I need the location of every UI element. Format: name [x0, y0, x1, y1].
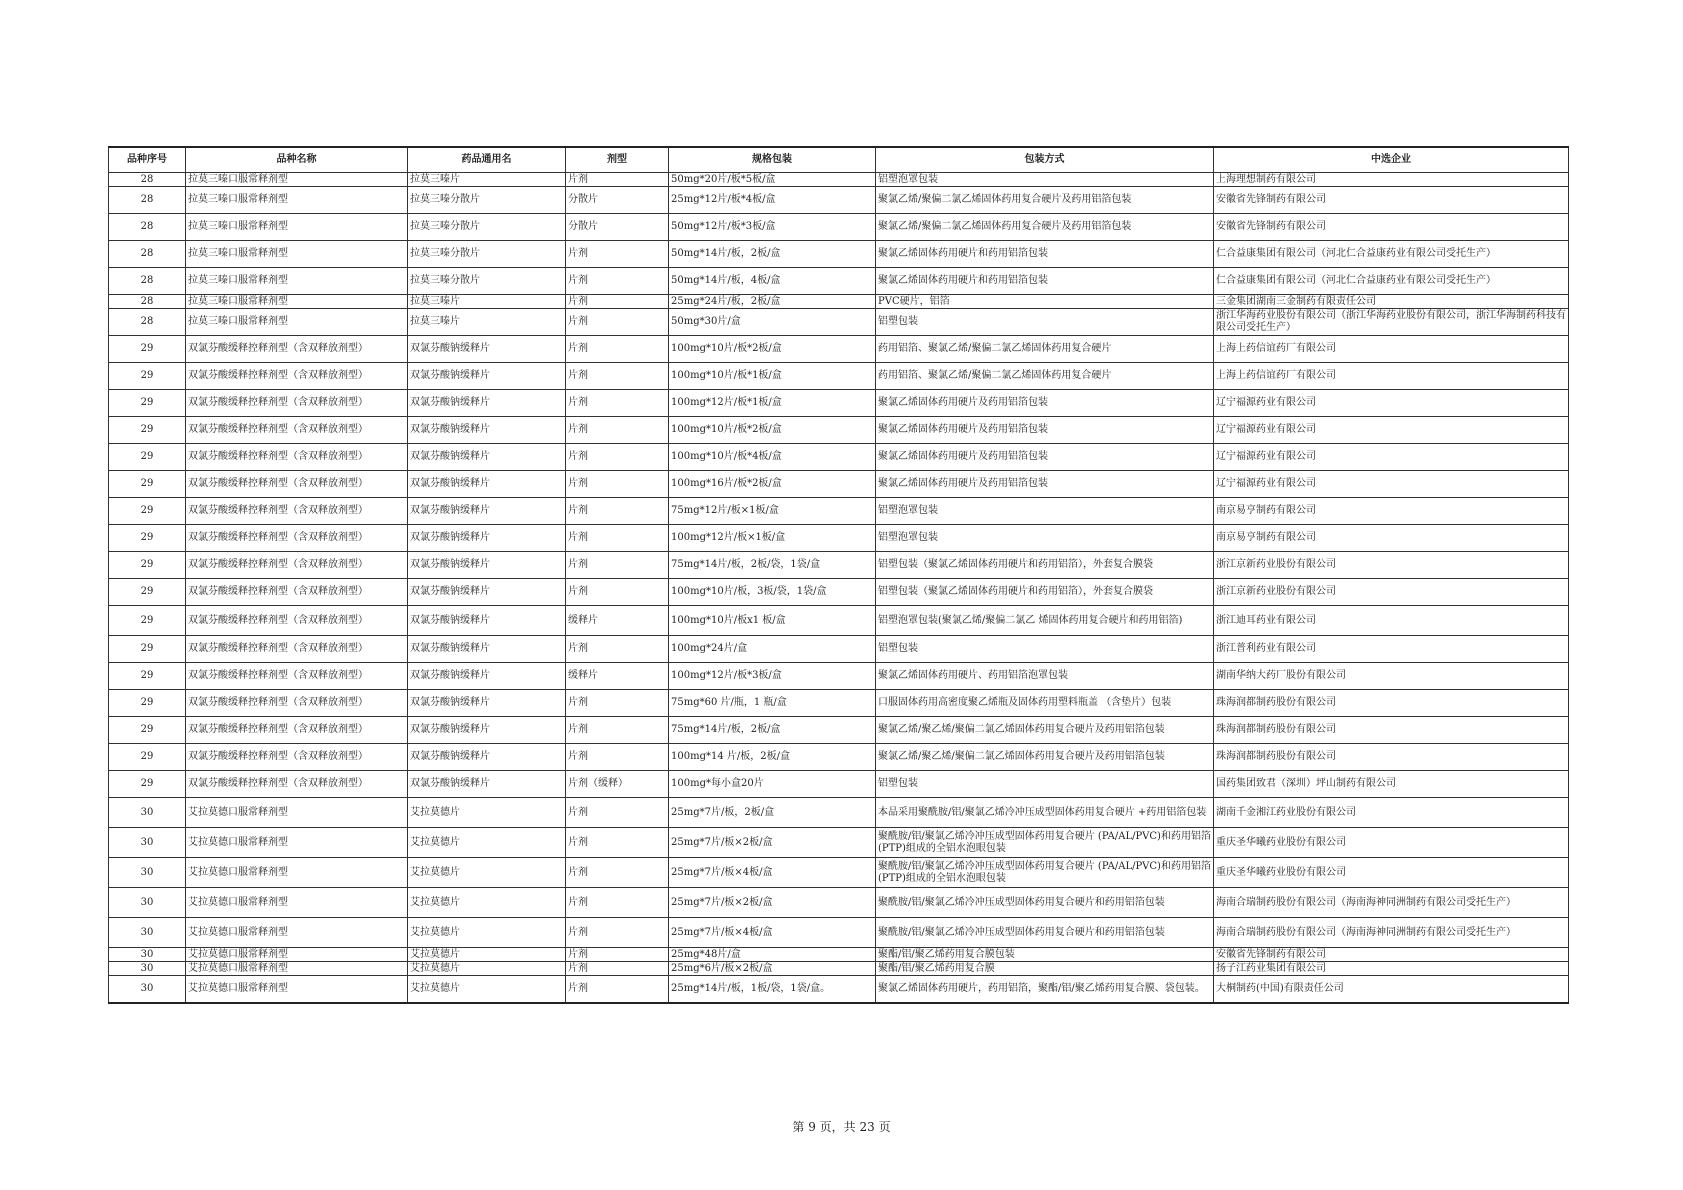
cell-selected-company: 安徽省先锋制药有限公司 — [1214, 187, 1569, 214]
cell-package-method: 铝塑包装（聚氯乙烯固体药用硬片和药用铝箔），外套复合膜袋 — [876, 579, 1214, 606]
cell-package-method: 本品采用聚酰胺/铝/聚氯乙烯冷冲压成型固体药用复合硬片 +药用铝箔包装 — [876, 798, 1214, 828]
cell-spec-package: 25mg*6片/板×2板/盒 — [669, 962, 876, 976]
cell-package-method: 口服固体药用高密度聚乙烯瓶及固体药用塑料瓶盖 （含垫片）包装 — [876, 690, 1214, 717]
cell-dosage-form: 片剂 — [566, 444, 669, 471]
cell-selected-company: 辽宁福源药业有限公司 — [1214, 471, 1569, 498]
cell-package-method: 铝塑包装 — [876, 309, 1214, 336]
cell-selected-company: 大桐制药(中国)有限责任公司 — [1214, 976, 1569, 1003]
cell-selected-company: 浙江京新药业股份有限公司 — [1214, 552, 1569, 579]
cell-selected-company: 扬子江药业集团有限公司 — [1214, 962, 1569, 976]
cell-package-method: 药用铝箔、聚氯乙烯/聚偏二氯乙烯固体药用复合硬片 — [876, 336, 1214, 363]
cell-generic-name: 拉莫三嗪片 — [408, 295, 566, 309]
cell-package-method: 聚酰胺/铝/聚氯乙烯冷冲压成型固体药用复合硬片和药用铝箔包装 — [876, 888, 1214, 918]
cell-package-method: 铝塑泡罩包装 — [876, 525, 1214, 552]
cell-variety-name: 双氯芬酸缓释控释剂型（含双释放剂型） — [186, 390, 408, 417]
cell-seq-no: 29 — [109, 636, 186, 663]
cell-package-method: 聚氯乙烯固体药用硬片及药用铝箔包装 — [876, 417, 1214, 444]
column-header-dosage-form: 剂型 — [566, 147, 669, 173]
cell-spec-package: 25mg*14片/板，1板/袋，1袋/盒。 — [669, 976, 876, 1003]
cell-dosage-form: 片剂 — [566, 579, 669, 606]
cell-variety-name: 拉莫三嗪口服常释剂型 — [186, 187, 408, 214]
cell-seq-no: 28 — [109, 268, 186, 295]
cell-selected-company: 上海上药信谊药厂有限公司 — [1214, 363, 1569, 390]
cell-package-method: 聚酯/铝/聚乙烯药用复合膜 — [876, 962, 1214, 976]
table-row — [109, 173, 1569, 187]
table-row — [109, 336, 1569, 363]
cell-variety-name: 双氯芬酸缓释控释剂型（含双释放剂型） — [186, 744, 408, 771]
cell-dosage-form: 片剂 — [566, 962, 669, 976]
cell-variety-name: 艾拉莫德口服常释剂型 — [186, 828, 408, 858]
column-header-generic-name: 药品通用名 — [408, 147, 566, 173]
cell-generic-name: 艾拉莫德片 — [408, 858, 566, 888]
cell-seq-no: 29 — [109, 690, 186, 717]
table-row — [109, 858, 1569, 888]
column-header-spec-package: 规格包装 — [669, 147, 876, 173]
cell-generic-name: 拉莫三嗪片 — [408, 309, 566, 336]
cell-spec-package: 50mg*30片/盒 — [669, 309, 876, 336]
cell-dosage-form: 片剂 — [566, 295, 669, 309]
cell-spec-package: 25mg*7片/板，2板/盒 — [669, 798, 876, 828]
cell-variety-name: 艾拉莫德口服常释剂型 — [186, 948, 408, 962]
cell-dosage-form: 片剂 — [566, 471, 669, 498]
cell-package-method: 聚氯乙烯固体药用硬片及药用铝箔包装 — [876, 444, 1214, 471]
cell-dosage-form: 片剂（缓释） — [566, 771, 669, 798]
cell-selected-company: 海南合瑞制药股份有限公司（海南海神同洲制药有限公司受托生产） — [1214, 888, 1569, 918]
cell-variety-name: 拉莫三嗪口服常释剂型 — [186, 214, 408, 241]
cell-package-method: 聚氯乙烯固体药用硬片及药用铝箔包装 — [876, 471, 1214, 498]
cell-spec-package: 25mg*7片/板×4板/盒 — [669, 918, 876, 948]
column-header-selected-company: 中选企业 — [1214, 147, 1569, 173]
column-header-package-method: 包装方式 — [876, 147, 1214, 173]
cell-selected-company: 重庆圣华曦药业股份有限公司 — [1214, 858, 1569, 888]
cell-selected-company: 浙江华海药业股份有限公司（浙江华海药业股份有限公司，浙江华海制药科技有限公司受托生产） — [1214, 309, 1569, 336]
cell-package-method: 铝塑泡罩包装(聚氯乙烯/聚偏二氯乙 烯固体药用复合硬片和药用铝箔) — [876, 606, 1214, 636]
cell-spec-package: 100mg*12片/板*3板/盒 — [669, 663, 876, 690]
table-row — [109, 828, 1569, 858]
cell-package-method: 聚氯乙烯固体药用硬片，药用铝箔，聚酯/铝/聚乙烯药用复合膜、袋包装。 — [876, 976, 1214, 1003]
cell-generic-name: 拉莫三嗪分散片 — [408, 268, 566, 295]
cell-spec-package: 25mg*12片/板*4板/盒 — [669, 187, 876, 214]
table-row — [109, 798, 1569, 828]
table-row — [109, 579, 1569, 606]
table-row — [109, 771, 1569, 798]
cell-dosage-form: 片剂 — [566, 552, 669, 579]
cell-generic-name: 艾拉莫德片 — [408, 976, 566, 1003]
cell-seq-no: 29 — [109, 663, 186, 690]
column-header-seq-no: 品种序号 — [109, 147, 186, 173]
cell-seq-no: 28 — [109, 214, 186, 241]
cell-selected-company: 浙江迪耳药业有限公司 — [1214, 606, 1569, 636]
cell-package-method: 聚氯乙烯固体药用硬片及药用铝箔包装 — [876, 390, 1214, 417]
cell-seq-no: 30 — [109, 858, 186, 888]
cell-variety-name: 拉莫三嗪口服常释剂型 — [186, 268, 408, 295]
cell-package-method: 聚酰胺/铝/聚氯乙烯冷冲压成型固体药用复合硬片 (PA/AL/PVC)和药用铝箔(PTP)组成的全铝水泡眼包装 — [876, 828, 1214, 858]
cell-package-method: 聚酯/铝/聚乙烯药用复合膜包装 — [876, 948, 1214, 962]
cell-generic-name: 双氯芬酸钠缓释片 — [408, 525, 566, 552]
table-row — [109, 976, 1569, 1003]
cell-dosage-form: 片剂 — [566, 636, 669, 663]
table-row — [109, 309, 1569, 336]
cell-variety-name: 艾拉莫德口服常释剂型 — [186, 976, 408, 1003]
cell-selected-company: 珠海润都制药股份有限公司 — [1214, 690, 1569, 717]
cell-variety-name: 双氯芬酸缓释控释剂型（含双释放剂型） — [186, 498, 408, 525]
cell-dosage-form: 分散片 — [566, 187, 669, 214]
cell-variety-name: 双氯芬酸缓释控释剂型（含双释放剂型） — [186, 717, 408, 744]
cell-generic-name: 艾拉莫德片 — [408, 798, 566, 828]
cell-spec-package: 100mg*14 片/板，2板/盒 — [669, 744, 876, 771]
table-row — [109, 444, 1569, 471]
table-row — [109, 498, 1569, 525]
cell-selected-company: 南京易亨制药有限公司 — [1214, 498, 1569, 525]
cell-selected-company: 海南合瑞制药股份有限公司（海南海神同洲制药有限公司受托生产） — [1214, 918, 1569, 948]
table-row — [109, 962, 1569, 976]
cell-generic-name: 拉莫三嗪分散片 — [408, 241, 566, 268]
cell-dosage-form: 片剂 — [566, 918, 669, 948]
cell-selected-company: 仁合益康集团有限公司（河北仁合益康药业有限公司受托生产） — [1214, 241, 1569, 268]
cell-dosage-form: 片剂 — [566, 828, 669, 858]
cell-generic-name: 双氯芬酸钠缓释片 — [408, 771, 566, 798]
table-row — [109, 390, 1569, 417]
cell-spec-package: 50mg*14片/板，2板/盒 — [669, 241, 876, 268]
column-header-variety-name: 品种名称 — [186, 147, 408, 173]
cell-spec-package: 50mg*20片/板*5板/盒 — [669, 173, 876, 187]
cell-dosage-form: 片剂 — [566, 798, 669, 828]
cell-variety-name: 双氯芬酸缓释控释剂型（含双释放剂型） — [186, 471, 408, 498]
cell-spec-package: 25mg*7片/板×2板/盒 — [669, 828, 876, 858]
cell-seq-no: 30 — [109, 888, 186, 918]
cell-dosage-form: 缓释片 — [566, 606, 669, 636]
cell-generic-name: 双氯芬酸钠缓释片 — [408, 336, 566, 363]
cell-seq-no: 28 — [109, 241, 186, 268]
cell-dosage-form: 片剂 — [566, 498, 669, 525]
cell-spec-package: 100mg*12片/板×1板/盒 — [669, 525, 876, 552]
cell-dosage-form: 片剂 — [566, 241, 669, 268]
cell-generic-name: 艾拉莫德片 — [408, 888, 566, 918]
cell-variety-name: 双氯芬酸缓释控释剂型（含双释放剂型） — [186, 552, 408, 579]
cell-package-method: 聚氯乙烯固体药用硬片和药用铝箔包装 — [876, 268, 1214, 295]
table-body — [109, 173, 1569, 1003]
cell-seq-no: 29 — [109, 444, 186, 471]
cell-dosage-form: 分散片 — [566, 214, 669, 241]
table-row — [109, 636, 1569, 663]
cell-seq-no: 29 — [109, 498, 186, 525]
cell-variety-name: 艾拉莫德口服常释剂型 — [186, 798, 408, 828]
cell-seq-no: 29 — [109, 552, 186, 579]
cell-seq-no: 29 — [109, 471, 186, 498]
cell-package-method: PVC硬片，铝箔 — [876, 295, 1214, 309]
table-row — [109, 918, 1569, 948]
cell-selected-company: 浙江京新药业股份有限公司 — [1214, 579, 1569, 606]
cell-generic-name: 双氯芬酸钠缓释片 — [408, 363, 566, 390]
cell-seq-no: 30 — [109, 976, 186, 1003]
cell-seq-no: 30 — [109, 962, 186, 976]
cell-generic-name: 拉莫三嗪分散片 — [408, 214, 566, 241]
cell-variety-name: 双氯芬酸缓释控释剂型（含双释放剂型） — [186, 525, 408, 552]
cell-generic-name: 拉莫三嗪分散片 — [408, 187, 566, 214]
cell-generic-name: 双氯芬酸钠缓释片 — [408, 579, 566, 606]
cell-generic-name: 双氯芬酸钠缓释片 — [408, 498, 566, 525]
cell-variety-name: 双氯芬酸缓释控释剂型（含双释放剂型） — [186, 636, 408, 663]
cell-variety-name: 双氯芬酸缓释控释剂型（含双释放剂型） — [186, 579, 408, 606]
cell-seq-no: 28 — [109, 187, 186, 214]
cell-spec-package: 100mg*10片/板*2板/盒 — [669, 417, 876, 444]
cell-package-method: 聚氯乙烯/聚偏二氯乙烯固体药用复合硬片及药用铝箔包装 — [876, 214, 1214, 241]
cell-spec-package: 75mg*14片/板，2板/盒 — [669, 717, 876, 744]
cell-package-method: 聚氯乙烯/聚乙烯/聚偏二氯乙烯固体药用复合硬片及药用铝箔包装 — [876, 744, 1214, 771]
cell-dosage-form: 片剂 — [566, 417, 669, 444]
cell-seq-no: 29 — [109, 771, 186, 798]
cell-variety-name: 双氯芬酸缓释控释剂型（含双释放剂型） — [186, 663, 408, 690]
cell-selected-company: 安徽省先锋制药有限公司 — [1214, 948, 1569, 962]
table-row — [109, 744, 1569, 771]
cell-selected-company: 国药集团致君（深圳）坪山制药有限公司 — [1214, 771, 1569, 798]
table-row — [109, 268, 1569, 295]
cell-package-method: 聚氯乙烯/聚乙烯/聚偏二氯乙烯固体药用复合硬片及药用铝箔包装 — [876, 717, 1214, 744]
cell-dosage-form: 片剂 — [566, 976, 669, 1003]
cell-package-method: 聚酰胺/铝/聚氯乙烯冷冲压成型固体药用复合硬片 (PA/AL/PVC)和药用铝箔(PTP)组成的全铝水泡眼包装 — [876, 858, 1214, 888]
cell-variety-name: 双氯芬酸缓释控释剂型（含双释放剂型） — [186, 606, 408, 636]
cell-package-method: 聚氯乙烯固体药用硬片、药用铝箔泡罩包装 — [876, 663, 1214, 690]
cell-package-method: 铝塑包装（聚氯乙烯固体药用硬片和药用铝箔），外套复合膜袋 — [876, 552, 1214, 579]
cell-package-method: 聚酰胺/铝/聚氯乙烯冷冲压成型固体药用复合硬片和药用铝箔包装 — [876, 918, 1214, 948]
cell-spec-package: 50mg*12片/板*3板/盒 — [669, 214, 876, 241]
cell-selected-company: 仁合益康集团有限公司（河北仁合益康药业有限公司受托生产） — [1214, 268, 1569, 295]
cell-selected-company: 上海上药信谊药厂有限公司 — [1214, 336, 1569, 363]
cell-seq-no: 29 — [109, 390, 186, 417]
cell-seq-no: 28 — [109, 295, 186, 309]
cell-variety-name: 拉莫三嗪口服常释剂型 — [186, 173, 408, 187]
drug-procurement-table — [108, 146, 1569, 1004]
table-row — [109, 948, 1569, 962]
cell-generic-name: 艾拉莫德片 — [408, 828, 566, 858]
cell-selected-company: 上海理想制药有限公司 — [1214, 173, 1569, 187]
page-number: 第 9 页，共 23 页 — [792, 1120, 891, 1134]
cell-variety-name: 拉莫三嗪口服常释剂型 — [186, 241, 408, 268]
cell-dosage-form: 片剂 — [566, 525, 669, 552]
cell-package-method: 铝塑泡罩包装 — [876, 498, 1214, 525]
cell-seq-no: 30 — [109, 948, 186, 962]
cell-dosage-form: 片剂 — [566, 268, 669, 295]
cell-generic-name: 艾拉莫德片 — [408, 918, 566, 948]
table-row — [109, 214, 1569, 241]
cell-package-method: 药用铝箔、聚氯乙烯/聚偏二氯乙烯固体药用复合硬片 — [876, 363, 1214, 390]
cell-seq-no: 30 — [109, 828, 186, 858]
cell-generic-name: 双氯芬酸钠缓释片 — [408, 552, 566, 579]
cell-spec-package: 100mg*10片/板*4板/盒 — [669, 444, 876, 471]
cell-package-method: 聚氯乙烯固体药用硬片和药用铝箔包装 — [876, 241, 1214, 268]
cell-dosage-form: 片剂 — [566, 173, 669, 187]
table-row — [109, 663, 1569, 690]
table-header-row — [109, 147, 1569, 173]
cell-variety-name: 双氯芬酸缓释控释剂型（含双释放剂型） — [186, 363, 408, 390]
cell-generic-name: 双氯芬酸钠缓释片 — [408, 444, 566, 471]
cell-variety-name: 双氯芬酸缓释控释剂型（含双释放剂型） — [186, 444, 408, 471]
cell-package-method: 铝塑包装 — [876, 771, 1214, 798]
cell-spec-package: 100mg*12片/板*1板/盒 — [669, 390, 876, 417]
table-row — [109, 888, 1569, 918]
cell-generic-name: 双氯芬酸钠缓释片 — [408, 606, 566, 636]
cell-variety-name: 双氯芬酸缓释控释剂型（含双释放剂型） — [186, 690, 408, 717]
cell-seq-no: 29 — [109, 744, 186, 771]
cell-seq-no: 29 — [109, 336, 186, 363]
cell-selected-company: 南京易亨制药有限公司 — [1214, 525, 1569, 552]
cell-dosage-form: 缓释片 — [566, 663, 669, 690]
cell-spec-package: 100mg*10片/板x1 板/盒 — [669, 606, 876, 636]
cell-seq-no: 30 — [109, 918, 186, 948]
cell-dosage-form: 片剂 — [566, 309, 669, 336]
cell-spec-package: 25mg*7片/板×2板/盒 — [669, 888, 876, 918]
cell-seq-no: 29 — [109, 363, 186, 390]
cell-selected-company: 珠海润都制药股份有限公司 — [1214, 717, 1569, 744]
table-row — [109, 295, 1569, 309]
cell-seq-no: 29 — [109, 717, 186, 744]
table-row — [109, 552, 1569, 579]
cell-spec-package: 100mg*10片/板，3板/袋，1袋/盒 — [669, 579, 876, 606]
cell-generic-name: 双氯芬酸钠缓释片 — [408, 417, 566, 444]
cell-generic-name: 艾拉莫德片 — [408, 962, 566, 976]
cell-generic-name: 双氯芬酸钠缓释片 — [408, 690, 566, 717]
cell-spec-package: 25mg*48片/盒 — [669, 948, 876, 962]
table-row — [109, 363, 1569, 390]
cell-dosage-form: 片剂 — [566, 717, 669, 744]
cell-seq-no: 28 — [109, 173, 186, 187]
cell-selected-company: 重庆圣华曦药业股份有限公司 — [1214, 828, 1569, 858]
cell-selected-company: 安徽省先锋制药有限公司 — [1214, 214, 1569, 241]
cell-variety-name: 双氯芬酸缓释控释剂型（含双释放剂型） — [186, 771, 408, 798]
cell-variety-name: 艾拉莫德口服常释剂型 — [186, 858, 408, 888]
cell-package-method: 聚氯乙烯/聚偏二氯乙烯固体药用复合硬片及药用铝箔包装 — [876, 187, 1214, 214]
table-row — [109, 187, 1569, 214]
cell-dosage-form: 片剂 — [566, 690, 669, 717]
cell-generic-name: 双氯芬酸钠缓释片 — [408, 744, 566, 771]
table-row — [109, 417, 1569, 444]
cell-variety-name: 拉莫三嗪口服常释剂型 — [186, 309, 408, 336]
cell-spec-package: 75mg*14片/板，2板/袋，1袋/盒 — [669, 552, 876, 579]
cell-seq-no: 30 — [109, 798, 186, 828]
cell-spec-package: 75mg*60 片/瓶，1 瓶/盒 — [669, 690, 876, 717]
cell-generic-name: 拉莫三嗪片 — [408, 173, 566, 187]
cell-spec-package: 100mg*每小盒20片 — [669, 771, 876, 798]
cell-dosage-form: 片剂 — [566, 744, 669, 771]
cell-variety-name: 艾拉莫德口服常释剂型 — [186, 888, 408, 918]
table-row — [109, 690, 1569, 717]
cell-spec-package: 100mg*10片/板*2板/盒 — [669, 336, 876, 363]
cell-spec-package: 100mg*16片/板*2板/盒 — [669, 471, 876, 498]
cell-variety-name: 双氯芬酸缓释控释剂型（含双释放剂型） — [186, 417, 408, 444]
cell-dosage-form: 片剂 — [566, 390, 669, 417]
cell-dosage-form: 片剂 — [566, 948, 669, 962]
cell-package-method: 铝塑泡罩包装 — [876, 173, 1214, 187]
cell-spec-package: 75mg*12片/板×1板/盒 — [669, 498, 876, 525]
cell-selected-company: 湖南华纳大药厂股份有限公司 — [1214, 663, 1569, 690]
cell-generic-name: 双氯芬酸钠缓释片 — [408, 636, 566, 663]
cell-seq-no: 29 — [109, 606, 186, 636]
cell-selected-company: 辽宁福源药业有限公司 — [1214, 444, 1569, 471]
cell-seq-no: 28 — [109, 309, 186, 336]
cell-generic-name: 双氯芬酸钠缓释片 — [408, 717, 566, 744]
cell-selected-company: 辽宁福源药业有限公司 — [1214, 390, 1569, 417]
cell-selected-company: 湖南千金湘江药业股份有限公司 — [1214, 798, 1569, 828]
cell-generic-name: 双氯芬酸钠缓释片 — [408, 471, 566, 498]
cell-spec-package: 100mg*24片/盒 — [669, 636, 876, 663]
cell-variety-name: 拉莫三嗪口服常释剂型 — [186, 295, 408, 309]
cell-dosage-form: 片剂 — [566, 858, 669, 888]
cell-selected-company: 珠海润都制药股份有限公司 — [1214, 744, 1569, 771]
cell-variety-name: 双氯芬酸缓释控释剂型（含双释放剂型） — [186, 336, 408, 363]
cell-variety-name: 艾拉莫德口服常释剂型 — [186, 918, 408, 948]
cell-seq-no: 29 — [109, 579, 186, 606]
cell-dosage-form: 片剂 — [566, 336, 669, 363]
table-row — [109, 471, 1569, 498]
table-row — [109, 606, 1569, 636]
table-row — [109, 525, 1569, 552]
cell-spec-package: 100mg*10片/板*1板/盒 — [669, 363, 876, 390]
cell-generic-name: 艾拉莫德片 — [408, 948, 566, 962]
cell-seq-no: 29 — [109, 417, 186, 444]
cell-seq-no: 29 — [109, 525, 186, 552]
cell-spec-package: 25mg*24片/板，2板/盒 — [669, 295, 876, 309]
cell-package-method: 铝塑包装 — [876, 636, 1214, 663]
cell-spec-package: 25mg*7片/板×4板/盒 — [669, 858, 876, 888]
cell-generic-name: 双氯芬酸钠缓释片 — [408, 390, 566, 417]
cell-spec-package: 50mg*14片/板，4板/盒 — [669, 268, 876, 295]
cell-dosage-form: 片剂 — [566, 363, 669, 390]
table-row — [109, 717, 1569, 744]
cell-selected-company: 三金集团湖南三金制药有限责任公司 — [1214, 295, 1569, 309]
cell-variety-name: 艾拉莫德口服常释剂型 — [186, 962, 408, 976]
table-row — [109, 241, 1569, 268]
cell-selected-company: 辽宁福源药业有限公司 — [1214, 417, 1569, 444]
cell-generic-name: 双氯芬酸钠缓释片 — [408, 663, 566, 690]
cell-dosage-form: 片剂 — [566, 888, 669, 918]
cell-selected-company: 浙江普利药业有限公司 — [1214, 636, 1569, 663]
